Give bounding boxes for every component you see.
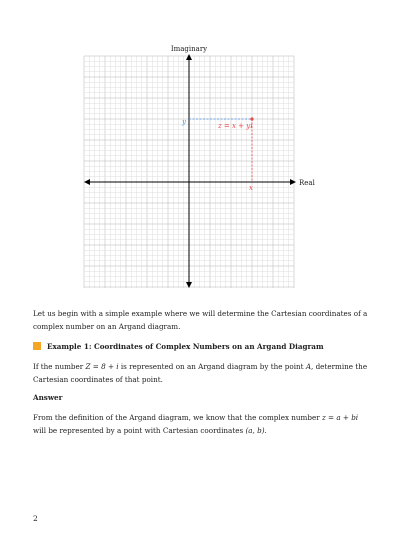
question-point: A (305, 362, 312, 371)
point-z-label: z = x + yi (218, 122, 253, 130)
example-heading (33, 340, 324, 353)
imaginary-axis-label: Imaginary (170, 45, 208, 53)
page-number: 2 (33, 514, 38, 523)
intro-text: Let us begin with a simple example where we will determine the Cartesian coordinates of a complex number on an Argand diagram. (33, 309, 368, 331)
answer-math: z = a + bi (321, 413, 359, 422)
answer-text-3: . (264, 426, 267, 435)
question-text-3: , determine the Cartesian coordinates of that point. (33, 362, 368, 384)
example-heading-text: Example 1: Coordinates of Complex Numbers on an Argand Diagram (47, 342, 324, 351)
imaginary-axis-arrow-up (186, 54, 192, 60)
answer-paragraph (33, 411, 373, 437)
real-axis-arrow-right (290, 179, 296, 185)
answer-text-1: From the definition of the Argand diagram, we know that the complex number (33, 413, 322, 422)
x-coordinate-label: x (249, 184, 253, 192)
y-coordinate-label: y (182, 118, 186, 126)
example-marker-icon (33, 342, 41, 350)
answer-heading: Answer (33, 393, 63, 402)
intro-paragraph (33, 307, 373, 333)
real-axis-arrow-left (84, 179, 90, 185)
question-text-1: If the number (33, 362, 86, 371)
axes (84, 54, 296, 288)
question-text-2: is represented on an Argand diagram by the point (118, 362, 306, 371)
question-paragraph (33, 360, 373, 386)
question-math: Z = 8 + i (85, 362, 119, 371)
answer-coords: (a, b) (245, 426, 265, 435)
real-axis-label: Real (299, 179, 315, 187)
point-z (250, 117, 253, 120)
answer-text-2: will be represented by a point with Cartesian coordinates (33, 426, 246, 435)
